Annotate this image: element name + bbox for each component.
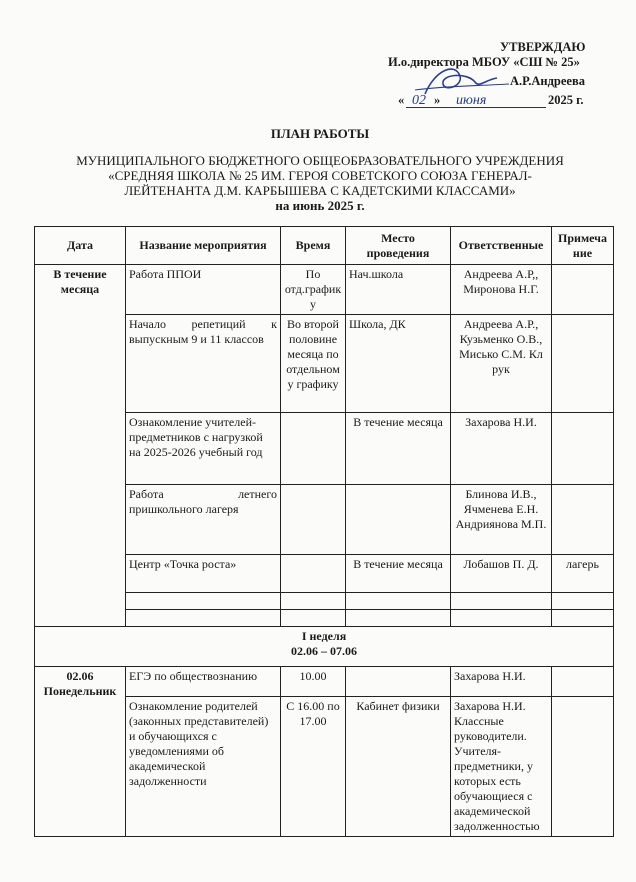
header-responsible: Ответственные bbox=[451, 227, 552, 265]
table-header-row bbox=[35, 227, 614, 265]
event-note bbox=[552, 413, 614, 485]
event-responsible: Андреева А.Р., Кузьменко О.В., Мисько С.М. Кл рук bbox=[451, 315, 552, 413]
approve-month: июня bbox=[456, 93, 487, 108]
event-responsible: Захарова Н.И. bbox=[451, 667, 552, 697]
day-weekday: Понедельник bbox=[43, 684, 117, 698]
event-responsible: Блинова И.В., Ячменева Е.Н. Андриянова М.П. bbox=[451, 485, 552, 555]
title-period: на июнь 2025 г. bbox=[275, 198, 365, 213]
week-title: I неделя bbox=[301, 629, 347, 643]
quote-close: » bbox=[434, 93, 441, 107]
event-time: С 16.00 по 17.00 bbox=[281, 697, 346, 837]
event-note: лагерь bbox=[552, 555, 614, 593]
empty-cell bbox=[281, 593, 346, 610]
event-place: В течение месяца bbox=[346, 555, 451, 593]
signature-image bbox=[405, 60, 515, 104]
header-name: Название мероприятия bbox=[126, 227, 281, 265]
approve-year: 2025 г. bbox=[548, 93, 584, 107]
empty-cell bbox=[451, 610, 552, 627]
empty-cell bbox=[126, 610, 281, 627]
empty-cell bbox=[552, 593, 614, 610]
event-name: ЕГЭ по обществознанию bbox=[126, 667, 281, 697]
empty-cell bbox=[126, 593, 281, 610]
event-name: Начало репетиций к выпускным 9 и 11 классов bbox=[126, 315, 281, 413]
event-name: Работа ППОИ bbox=[126, 265, 281, 315]
event-responsible: Андреева А.Р,, Миронова Н.Г. bbox=[451, 265, 552, 315]
event-place: Кабинет физики bbox=[346, 697, 451, 837]
quote-open: « bbox=[398, 93, 405, 107]
event-name: Работа летнего пришкольного лагеря bbox=[126, 485, 281, 555]
event-place: Нач.школа bbox=[346, 265, 451, 315]
empty-cell bbox=[281, 610, 346, 627]
event-place bbox=[346, 485, 451, 555]
title-plan: ПЛАН РАБОТЫ bbox=[270, 126, 370, 141]
header-time: Время bbox=[281, 227, 346, 265]
event-responsible: Захарова Н.И. bbox=[451, 413, 552, 485]
approve-signer: А.Р.Андреева bbox=[510, 74, 585, 88]
event-time bbox=[281, 485, 346, 555]
event-responsible: Лобашов П. Д. bbox=[451, 555, 552, 593]
week-row bbox=[35, 627, 614, 667]
approve-position: И.о.директора МБОУ «СШ № 25» bbox=[388, 55, 580, 69]
table-row bbox=[35, 667, 614, 697]
day-date: 02.06 bbox=[66, 669, 94, 683]
event-name: Ознакомление учителей-предметников с нагрузкой на 2025-2026 учебный год bbox=[126, 413, 281, 485]
event-place: В течение месяца bbox=[346, 413, 451, 485]
event-note bbox=[552, 667, 614, 697]
empty-cell bbox=[346, 610, 451, 627]
title-org-line1: МУНИЦИПАЛЬНОГО БЮДЖЕТНОГО ОБЩЕОБРАЗОВАТЕЛЬНОГО УЧРЕЖДЕНИЯ bbox=[76, 153, 564, 168]
date-underline bbox=[406, 107, 546, 108]
event-time bbox=[281, 413, 346, 485]
event-time: 10.00 bbox=[281, 667, 346, 697]
event-note bbox=[552, 485, 614, 555]
header-note: Примечание bbox=[552, 227, 614, 265]
event-note bbox=[552, 697, 614, 837]
title-org-line2: «СРЕДНЯЯ ШКОЛА № 25 ИМ. ГЕРОЯ СОВЕТСКОГО СОЮЗА ГЕНЕРАЛ- bbox=[108, 168, 532, 183]
event-name: Ознакомление родителей (законных представителей) и обучающихся с уведомлениями об академической задолженности bbox=[126, 697, 281, 837]
event-note bbox=[552, 265, 614, 315]
event-time: По отд.графику bbox=[281, 265, 346, 315]
week-title-cell bbox=[35, 627, 614, 667]
event-place bbox=[346, 667, 451, 697]
title-org-line3: ЛЕЙТЕНАНТА Д.М. КАРБЫШЕВА С КАДЕТСКИМИ КЛАССАМИ» bbox=[124, 183, 516, 198]
event-note bbox=[552, 315, 614, 413]
empty-cell bbox=[451, 593, 552, 610]
month-date-cell: В течение месяца bbox=[35, 265, 126, 627]
document-title bbox=[20, 126, 620, 213]
event-place: Школа, ДК bbox=[346, 315, 451, 413]
week-range: 02.06 – 07.06 bbox=[291, 644, 357, 658]
header-place: Место проведения bbox=[346, 227, 451, 265]
plan-table bbox=[34, 226, 614, 837]
empty-cell bbox=[346, 593, 451, 610]
event-time bbox=[281, 555, 346, 593]
event-name: Центр «Точка роста» bbox=[126, 555, 281, 593]
event-time: Во второй половине месяца по отдельному графику bbox=[281, 315, 346, 413]
empty-cell bbox=[552, 610, 614, 627]
event-responsible: Захарова Н.И. Классные руководители. Учителя-предметники, у которых есть обучающиеся с академической задолженностью bbox=[451, 697, 552, 837]
header-date: Дата bbox=[35, 227, 126, 265]
table-row bbox=[35, 265, 614, 315]
approve-heading: УТВЕРЖДАЮ bbox=[500, 40, 586, 54]
approve-day: 02 bbox=[412, 93, 426, 108]
day-date-cell bbox=[35, 667, 126, 837]
